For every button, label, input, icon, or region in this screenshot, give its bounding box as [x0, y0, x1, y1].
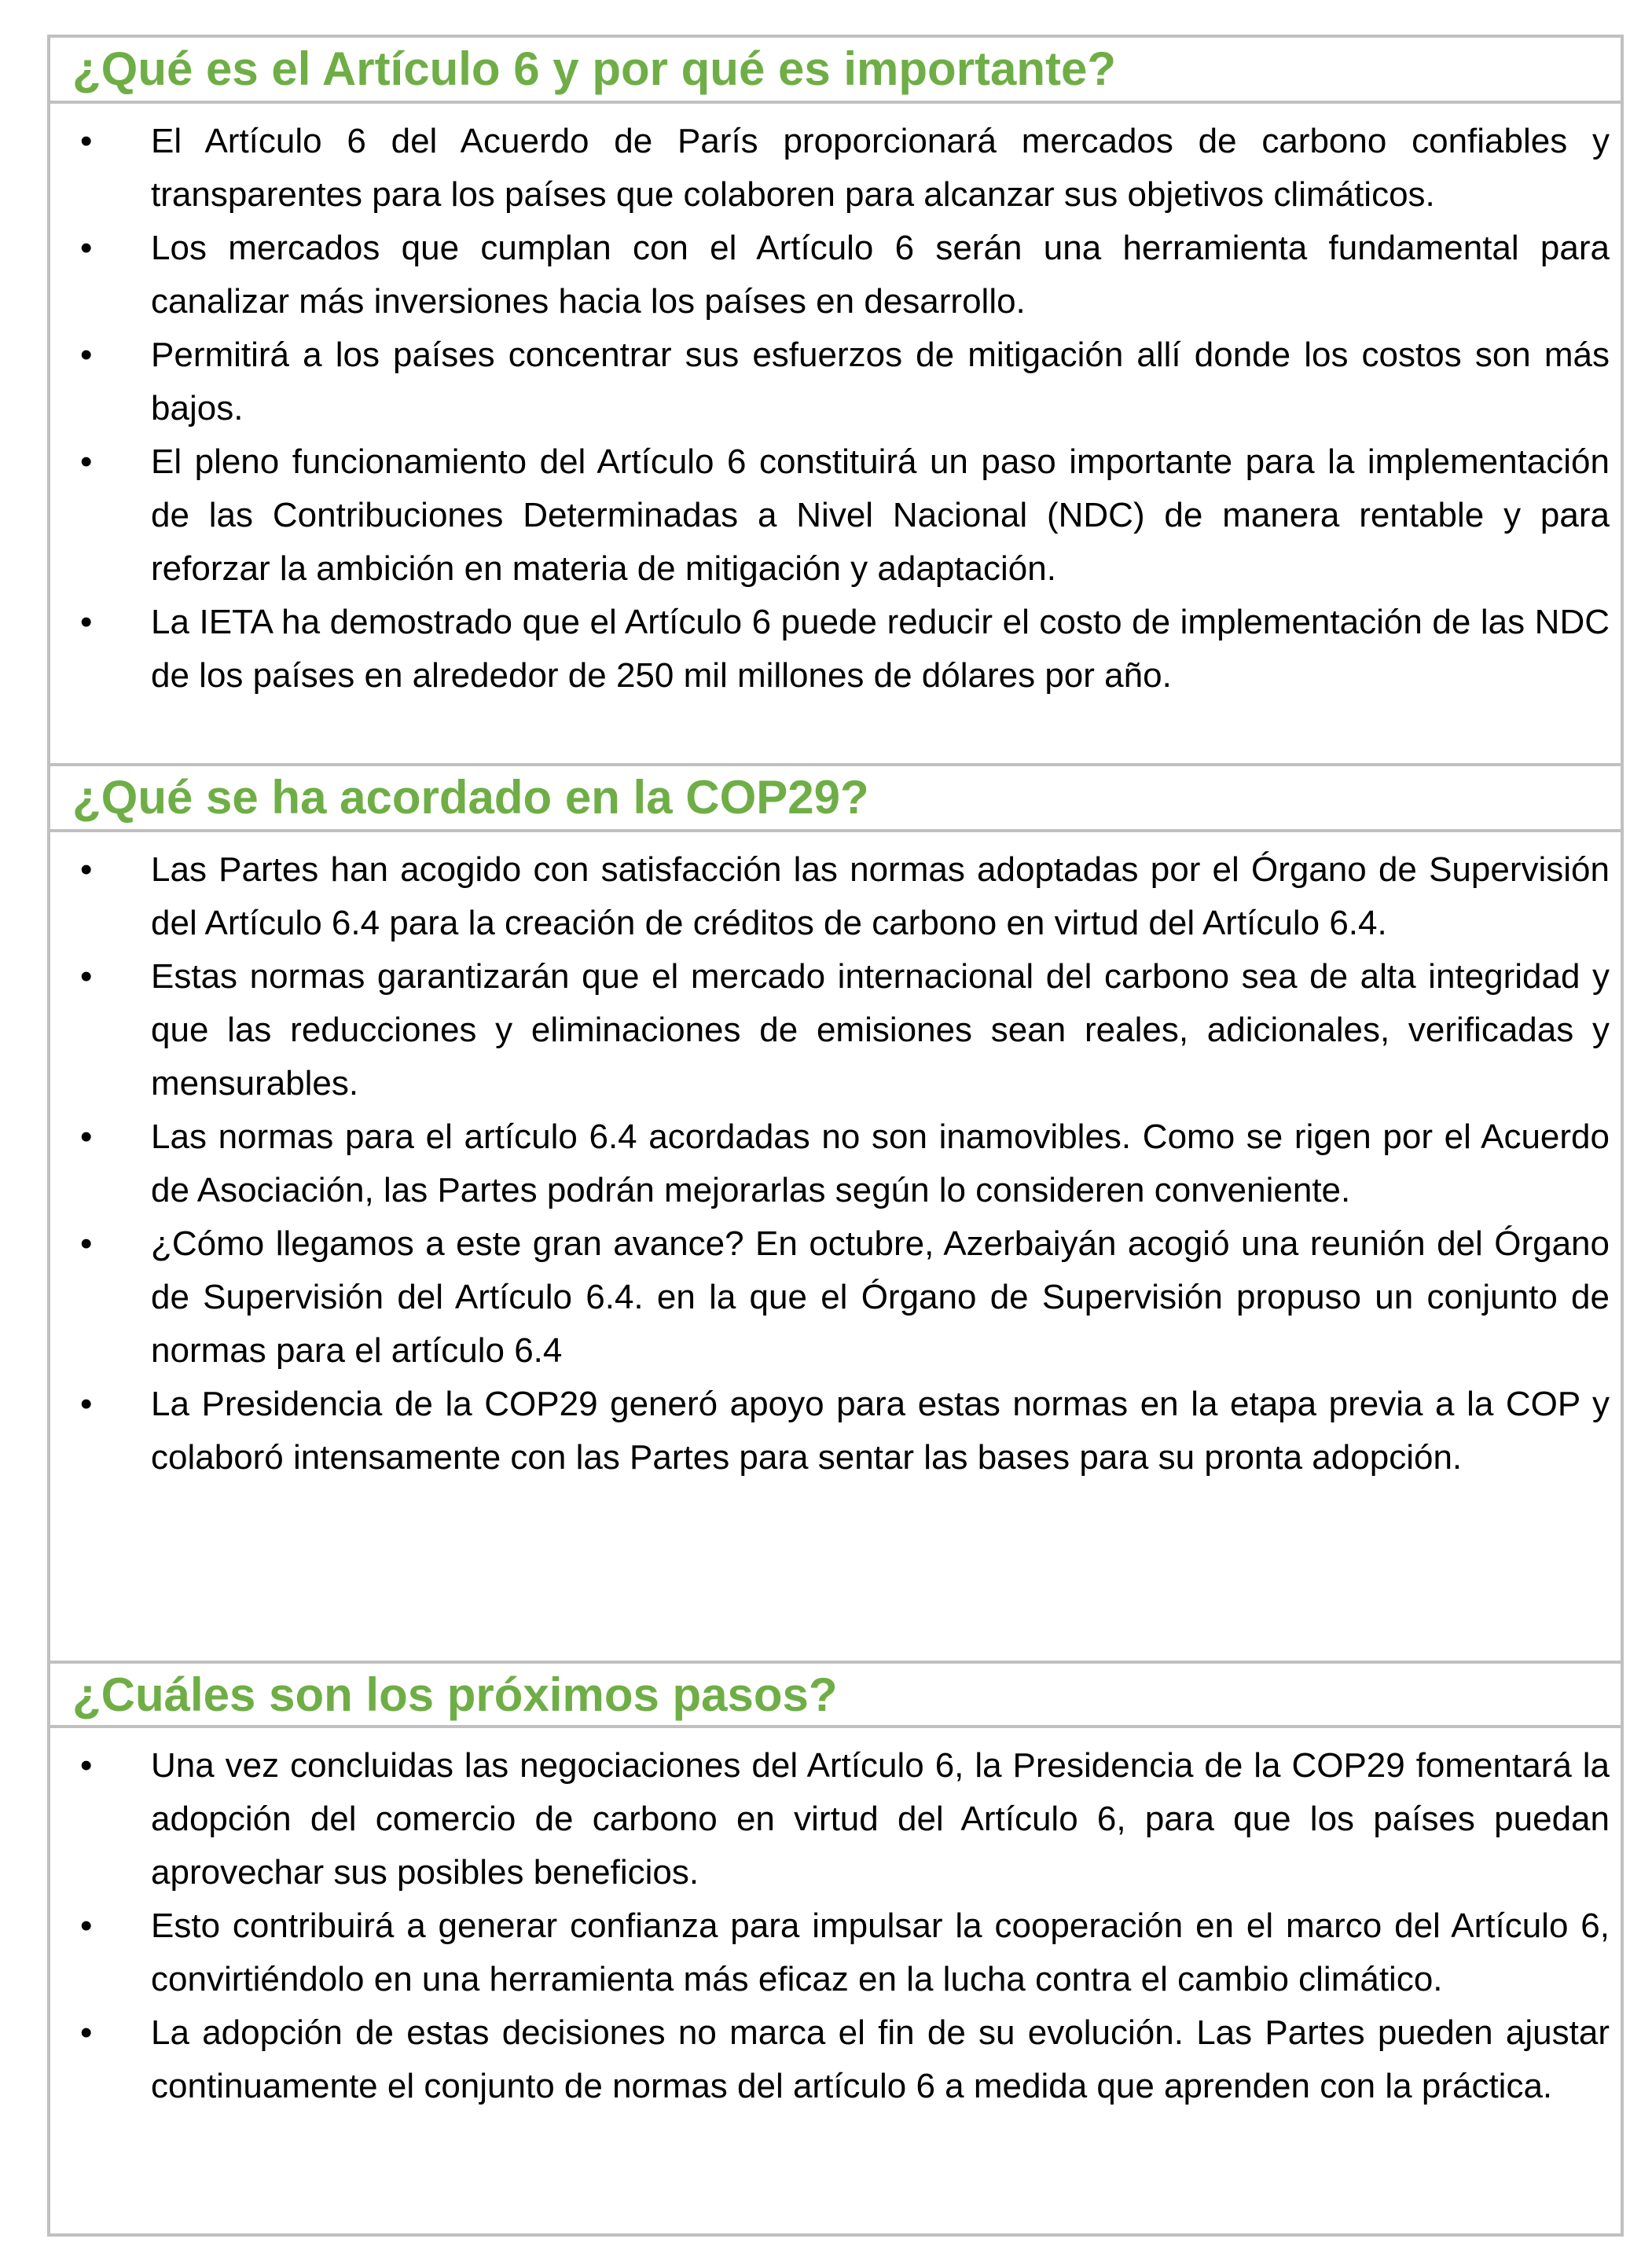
bullet-text: La adopción de estas decisiones no marca el fin de su evolución. Las Partes pueden ajustar continuamente el conjunto de normas del artículo 6 a medida que aprenden con la práctica. — [151, 2013, 1610, 2105]
bullet-marker-icon: • — [80, 336, 93, 374]
bullet-marker-icon: • — [80, 1224, 93, 1263]
bullet-marker-icon: • — [80, 2013, 93, 2052]
faq-table — [47, 35, 1624, 2237]
bullet-marker-icon: • — [80, 229, 93, 267]
bullet-text: Esto contribuirá a generar confianza para impulsar la cooperación en el marco del Artículo 6, convirtiéndolo en una herramienta más eficaz en la lucha contra el cambio climático. — [151, 1907, 1610, 1998]
bullet-marker-icon: • — [80, 957, 93, 996]
section-1-bullet-list — [50, 104, 1621, 703]
bullet-item — [50, 435, 1610, 596]
bullet-text: La IETA ha demostrado que el Artículo 6 puede reducir el costo de implementación de las NDC de los países en alrededor de 250 mil millones de dólares por año. — [151, 603, 1610, 695]
bullet-item — [50, 2006, 1610, 2113]
bullet-marker-icon: • — [80, 1746, 93, 1785]
bullet-item — [50, 843, 1610, 950]
bullet-item — [50, 1110, 1610, 1217]
section-2-content-row — [50, 832, 1621, 1664]
section-3-content-row — [50, 1728, 1621, 2233]
bullet-text: Las normas para el artículo 6.4 acordadas no son inamovibles. Como se rigen por el Acuerdo de Asociación, las Partes podrán mejorarlas según lo consideren conveniente. — [151, 1117, 1610, 1209]
bullet-marker-icon: • — [80, 850, 93, 889]
bullet-marker-icon: • — [80, 1385, 93, 1423]
section-3-heading: ¿Cuáles son los próximos pasos? — [72, 1668, 838, 1721]
bullet-text: ¿Cómo llegamos a este gran avance? En octubre, Azerbaiyán acogió una reunión del Órgano de Supervisión del Artículo 6.4. en la que el Órgano de Supervisión propuso un conjunto de normas para el artículo 6.4 — [151, 1224, 1610, 1370]
bullet-item — [50, 115, 1610, 222]
bullet-text: La Presidencia de la COP29 generó apoyo para estas normas en la etapa previa a la COP y colaboró intensamente con las Partes para sentar las bases para su pronta adopción. — [151, 1385, 1610, 1477]
bullet-item — [50, 1739, 1610, 1899]
section-2-heading-row — [50, 766, 1621, 832]
bullet-item — [50, 328, 1610, 435]
bullet-marker-icon: • — [80, 603, 93, 641]
section-2-bullet-list — [50, 832, 1621, 1484]
section-2-heading: ¿Qué se ha acordado en la COP29? — [72, 771, 869, 824]
bullet-item — [50, 1899, 1610, 2006]
bullet-item — [50, 1217, 1610, 1378]
bullet-item — [50, 950, 1610, 1110]
section-1-heading-row — [50, 38, 1621, 104]
bullet-text: El pleno funcionamiento del Artículo 6 constituirá un paso importante para la implementación de las Contribuciones Determinadas a Nivel Nacional (NDC) de manera rentable y para reforzar la ambición en materia de mitigación y adaptación. — [151, 442, 1610, 588]
section-1-heading: ¿Qué es el Artículo 6 y por qué es importante? — [72, 42, 1117, 95]
bullet-marker-icon: • — [80, 442, 93, 481]
bullet-text: Estas normas garantizarán que el mercado internacional del carbono sea de alta integridad y que las reducciones y eliminaciones de emisiones sean reales, adicionales, verificadas y mensurables. — [151, 957, 1610, 1103]
bullet-item — [50, 222, 1610, 328]
bullet-text: Los mercados que cumplan con el Artículo 6 serán una herramienta fundamental para canalizar más inversiones hacia los países en desarrollo. — [151, 229, 1610, 321]
bullet-marker-icon: • — [80, 122, 93, 160]
bullet-item — [50, 596, 1610, 703]
section-3-heading-row — [50, 1664, 1621, 1728]
section-3-bullet-list — [50, 1728, 1621, 2113]
bullet-marker-icon: • — [80, 1117, 93, 1156]
bullet-text: Una vez concluidas las negociaciones del Artículo 6, la Presidencia de la COP29 fomentará la adopción del comercio de carbono en virtud del Artículo 6, para que los países puedan aprovechar sus posibles beneficios. — [151, 1746, 1610, 1892]
bullet-text: Permitirá a los países concentrar sus esfuerzos de mitigación allí donde los costos son más bajos. — [151, 336, 1610, 428]
section-1-content-row — [50, 104, 1621, 766]
bullet-marker-icon: • — [80, 1907, 93, 1945]
bullet-text: Las Partes han acogido con satisfacción las normas adoptadas por el Órgano de Supervisión del Artículo 6.4 para la creación de créditos de carbono en virtud del Artículo 6.4. — [151, 850, 1610, 942]
bullet-item — [50, 1378, 1610, 1484]
bullet-text: El Artículo 6 del Acuerdo de París proporcionará mercados de carbono confiables y transparentes para los países que colaboren para alcanzar sus objetivos climáticos. — [151, 122, 1610, 214]
